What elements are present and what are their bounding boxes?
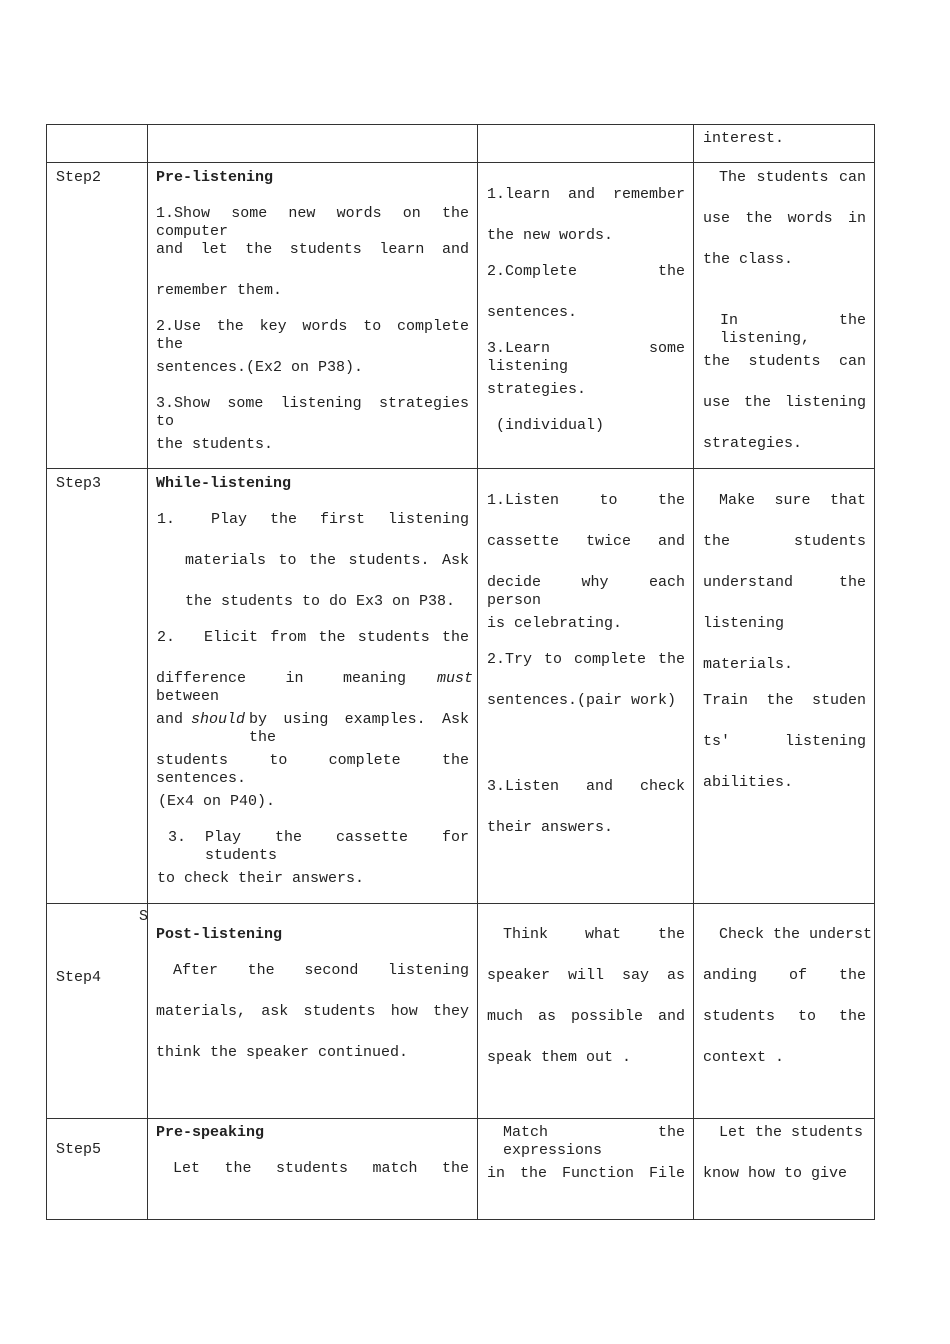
step-label: Step5 (56, 1141, 102, 1158)
purpose-line: context . (703, 1049, 785, 1066)
purpose-line: In the listening, (720, 312, 866, 347)
purpose-line: anding of the (703, 967, 866, 984)
teacher-line: the students. (156, 436, 274, 453)
student-activity-cell (477, 125, 693, 163)
student-line: sentences. (487, 304, 578, 321)
purpose-line: abilities. (703, 774, 794, 791)
teacher-activity-cell (147, 125, 477, 163)
purpose-line: Train the studen (703, 692, 866, 709)
student-line: is celebrating. (487, 615, 623, 632)
purpose-line: know how to give (703, 1165, 848, 1182)
list-number: 2. (157, 629, 176, 646)
step-label: Step4 (56, 969, 102, 986)
student-line: Match the expressions (503, 1124, 685, 1159)
purpose-line: the students (703, 533, 866, 550)
teacher-line: by using examples. Ask the (249, 711, 469, 746)
purpose-line: use the words in (703, 210, 866, 227)
emphasis-word: must (437, 670, 474, 687)
teacher-line: Elicit from the students the (204, 629, 469, 646)
step-cell (46, 904, 147, 1119)
list-number: 1. (157, 511, 176, 528)
student-line: much as possible and (487, 1008, 685, 1025)
teacher-line: and (156, 711, 184, 728)
list-number: 3. (168, 829, 187, 846)
student-activity-cell (477, 469, 693, 904)
student-line: the new words. (487, 227, 614, 244)
stray-character: S (139, 908, 149, 925)
student-activity-cell (477, 163, 693, 469)
section-title: Post-listening (156, 926, 283, 943)
teacher-line: Play the first listening (211, 511, 469, 528)
student-line: strategies. (487, 381, 587, 398)
teacher-line: think the speaker continued. (156, 1044, 409, 1061)
purpose-line: use the listening (703, 394, 866, 411)
teacher-activity-cell (147, 1119, 477, 1219)
teacher-line: to check their answers. (157, 870, 365, 887)
purpose-line: Make sure that (719, 492, 866, 509)
step-label: Step2 (56, 169, 102, 186)
student-line: in the Function File (487, 1165, 685, 1182)
emphasis-word: should (191, 711, 246, 728)
purpose-cell (693, 1119, 875, 1219)
teacher-line: remember them. (156, 282, 283, 299)
student-line: speaker will say as (487, 967, 685, 984)
purpose-cell (693, 904, 875, 1119)
table-row (46, 124, 875, 163)
teacher-activity-cell (147, 163, 477, 469)
student-activity-cell (477, 904, 693, 1119)
table-row (46, 1118, 875, 1220)
teacher-line: sentences.(Ex2 on P38). (156, 359, 364, 376)
purpose-line: listening (703, 615, 785, 632)
step-cell (46, 163, 147, 469)
step-label: Step3 (56, 475, 102, 492)
table-row (46, 162, 875, 469)
teacher-activity-cell (147, 469, 477, 904)
step-cell (46, 1119, 147, 1219)
student-line: 3.Learn some listening (487, 340, 685, 375)
student-line: 1.Listen to the (487, 492, 685, 509)
teacher-activity-cell (147, 904, 477, 1119)
student-line: 2.Complete the (487, 263, 685, 280)
purpose-line: materials. (703, 656, 794, 673)
student-line: 3.Listen and check (487, 778, 685, 795)
student-line: (individual) (496, 417, 605, 434)
purpose-line: ts' listening (703, 733, 866, 750)
student-line: cassette twice and (487, 533, 685, 550)
section-title: While-listening (156, 475, 292, 492)
teacher-line: materials, ask students how they (156, 1003, 469, 1020)
student-line: their answers. (487, 819, 614, 836)
purpose-line: Check the underst (719, 926, 873, 943)
teacher-line: difference in meaning between (156, 670, 406, 705)
purpose-line: the students can (703, 353, 866, 370)
student-line: Think what the (503, 926, 685, 943)
purpose-line: the class. (703, 251, 794, 268)
table-row (46, 903, 875, 1119)
teacher-line: 3.Show some listening strategies to (156, 395, 469, 430)
step-cell (46, 469, 147, 904)
student-line: 1.learn and remember (487, 186, 685, 203)
student-line: decide why each person (487, 574, 685, 609)
step-cell (46, 125, 147, 163)
purpose-line: understand the (703, 574, 866, 591)
student-line: speak them out . (487, 1049, 632, 1066)
teacher-line: Play the cassette for students (205, 829, 469, 864)
purpose-line: strategies. (703, 435, 803, 452)
teacher-line: students to complete the sentences. (156, 752, 469, 787)
purpose-line: students to the (703, 1008, 866, 1025)
teacher-line: 1.Show some new words on the computer (156, 205, 469, 240)
teacher-line: (Ex4 on P40). (158, 793, 276, 810)
purpose-cell (693, 125, 875, 163)
table-row (46, 468, 875, 904)
student-line: 2.Try to complete the (487, 651, 685, 668)
teacher-line: materials to the students. Ask (185, 552, 469, 569)
purpose-cell (693, 163, 875, 469)
purpose-cell (693, 469, 875, 904)
purpose-line: The students can (719, 169, 866, 186)
purpose-line: Let the students (719, 1124, 864, 1141)
teacher-line: and let the students learn and (156, 241, 469, 258)
student-activity-cell (477, 1119, 693, 1219)
purpose-line: interest. (703, 130, 785, 147)
section-title: Pre-speaking (156, 1124, 265, 1141)
student-line: sentences.(pair work) (487, 692, 677, 709)
teacher-line: Let the students match the (173, 1160, 469, 1177)
section-title: Pre-listening (156, 169, 274, 186)
teacher-line: the students to do Ex3 on P38. (185, 593, 456, 610)
teacher-line: 2.Use the key words to complete the (156, 318, 469, 353)
teacher-line: After the second listening (173, 962, 469, 979)
